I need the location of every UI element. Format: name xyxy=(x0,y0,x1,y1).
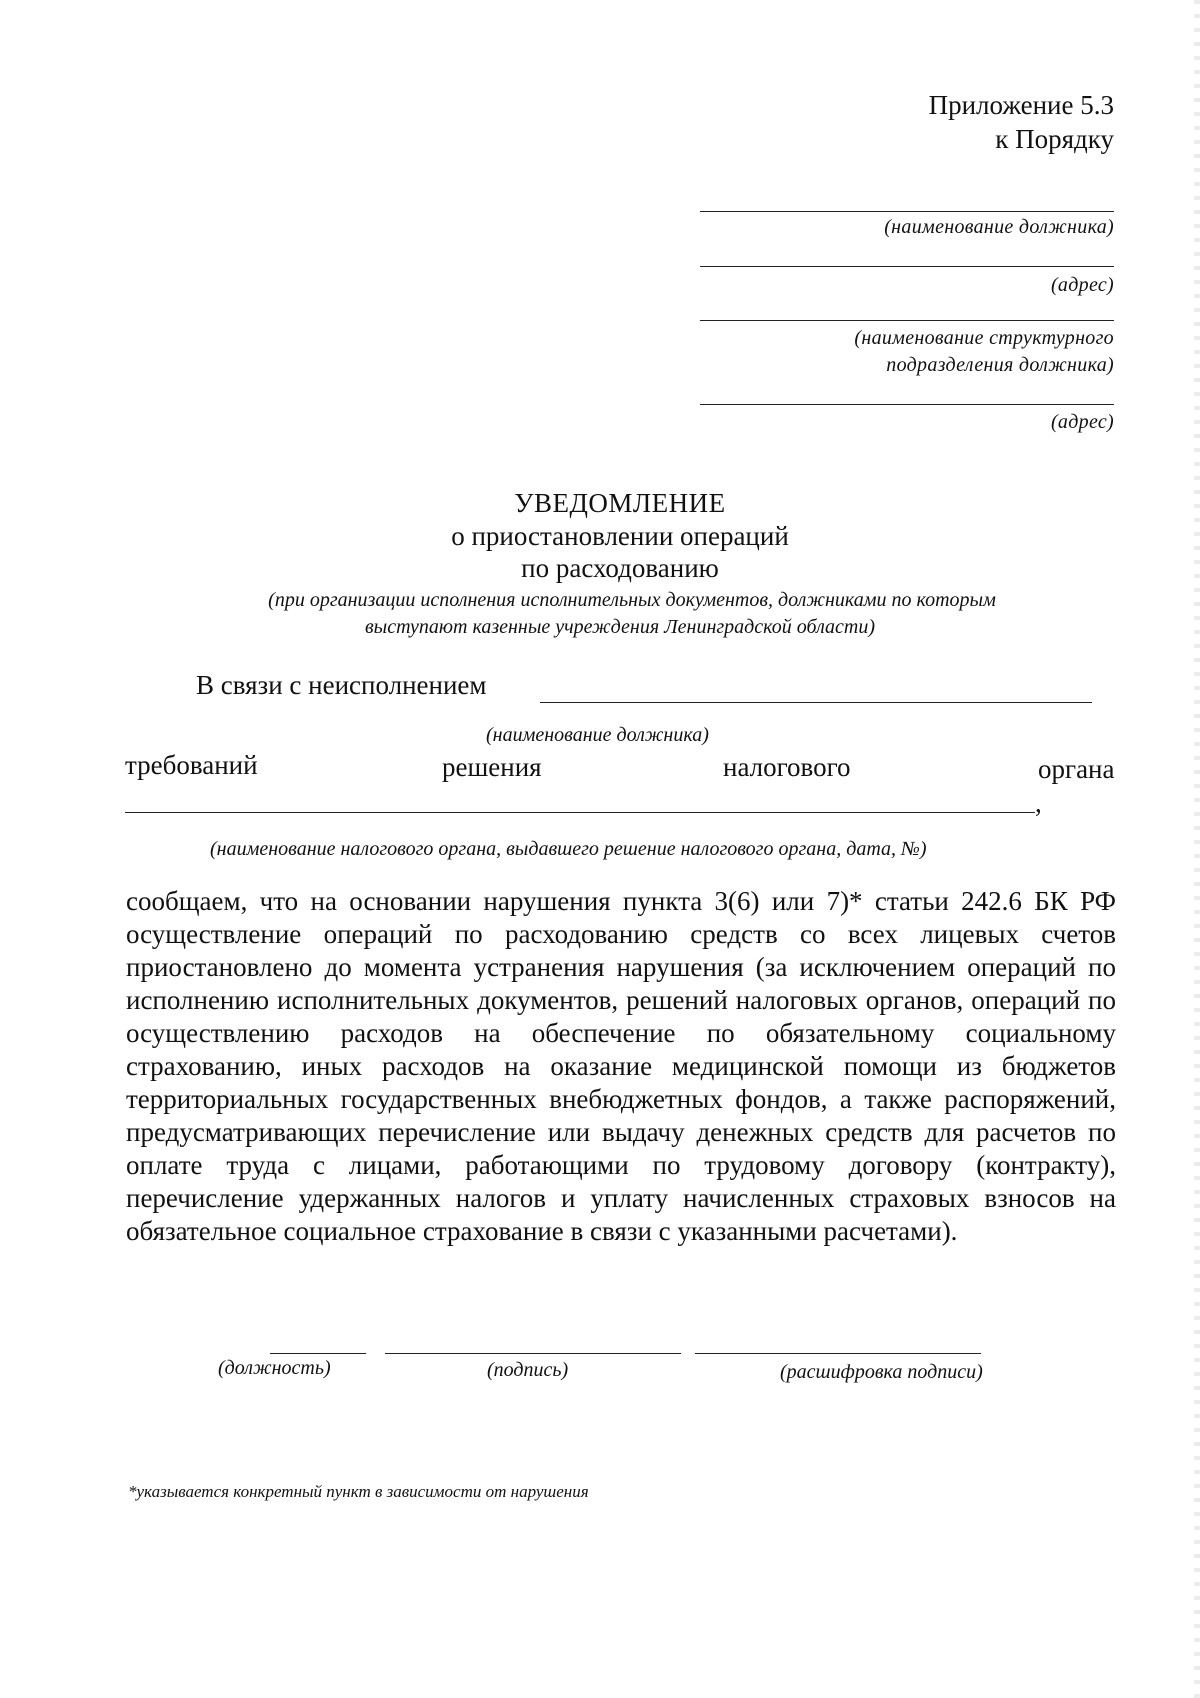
title-note-line1: (при организации исполнения исполнительных документов, должниками по которым xyxy=(268,589,996,611)
document-subtitle-line2: по расходованию xyxy=(521,553,719,583)
address-line-1 xyxy=(700,266,1114,267)
debtor-fill-line xyxy=(540,702,1092,703)
structural-unit-caption-line1: (наименование структурного xyxy=(854,327,1114,349)
intro-word-decision: решения xyxy=(442,752,542,782)
decoding-fill-line xyxy=(695,1353,981,1354)
intro-word-authority: органа xyxy=(1038,754,1115,784)
intro-lead: В связи с неисполнением xyxy=(196,670,487,700)
tax-authority-fill-line xyxy=(125,812,1035,813)
signature-caption: (подпись) xyxy=(487,1359,569,1381)
appendix-number: Приложение 5.3 xyxy=(928,90,1114,120)
decoding-caption: (расшифровка подписи) xyxy=(780,1361,983,1383)
position-fill-line xyxy=(270,1353,366,1354)
tax-authority-caption: (наименование налогового органа, выдавшего решение налогового органа, дата, №) xyxy=(210,838,927,860)
structural-unit-line xyxy=(700,320,1114,321)
footnote: *указывается конкретный пункт в зависимости от нарушения xyxy=(128,1482,589,1501)
address-caption-2: (адрес) xyxy=(1050,411,1114,433)
document-subtitle-line1: о приостановлении операций xyxy=(451,521,789,551)
intro-word-tax: налогового xyxy=(723,752,851,782)
document-title: УВЕДОМЛЕНИЕ xyxy=(514,488,726,518)
structural-unit-caption-line2: подразделения должника) xyxy=(886,354,1114,376)
notice-body xyxy=(126,885,1116,1248)
title-note-line2: выступают казенные учреждения Ленинградской области) xyxy=(364,616,876,638)
position-caption: (должность) xyxy=(218,1357,331,1379)
debtor-name-caption: (наименование должника) xyxy=(884,216,1114,238)
debtor-name-line xyxy=(700,211,1114,212)
signature-fill-line xyxy=(385,1353,681,1354)
notice-body-paragraph: сообщаем, что на основании нарушения пункта 3(6) или 7)* статьи 242.6 БК РФ осуществление операций по расходованию средств со всех лицевых счетов приостановлено до момента устранения нарушения (за исключением операций по исполнению исполнительных документов, решений налоговых органов, операций по осуществлению расходов на обеспечение по обязательному социальному страхованию, иных расходов на оказание медицинской помощи из бюджетов территориальных государственных внебюджетных фондов, а также распоряжений, предусматривающих перечисление или выдачу денежных средств для расчетов по оплате труда с лицами, работающими по трудовому договору (контракту), перечисление удержанных налогов и уплату начисленных страховых взносов на обязательное социальное страхование в связи с указанными расчетами). xyxy=(126,886,1116,1246)
address-caption-1: (адрес) xyxy=(1050,274,1114,296)
appendix-reference: к Порядку xyxy=(995,124,1114,154)
intro-comma: , xyxy=(1035,788,1042,818)
debtor-caption: (наименование должника) xyxy=(486,724,709,746)
scan-edge-artifact xyxy=(1194,0,1200,1698)
address-line-2 xyxy=(700,404,1114,405)
intro-word-requirements: требований xyxy=(125,750,258,780)
